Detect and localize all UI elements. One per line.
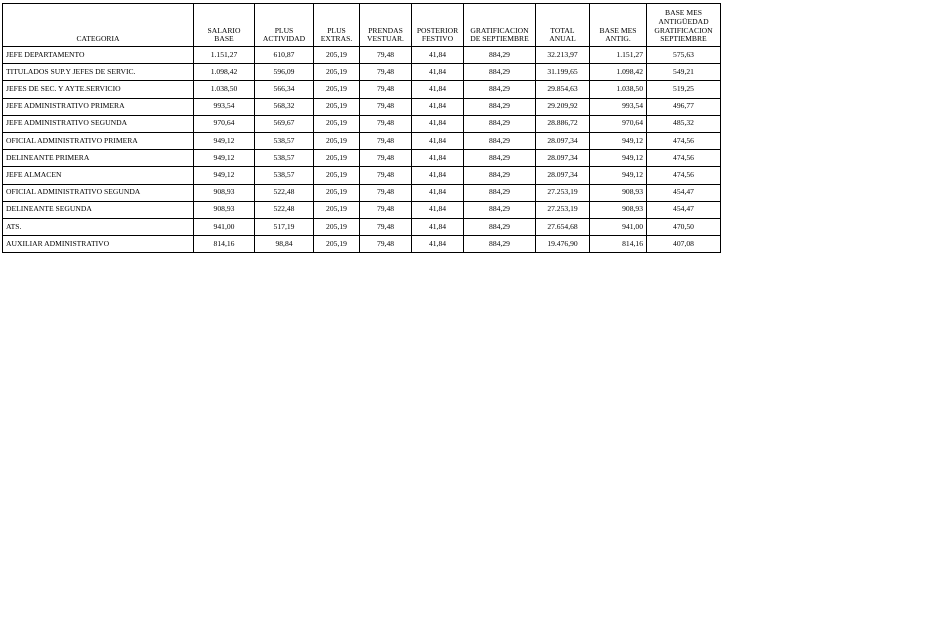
cell-plus-extras: 205,19 [314, 167, 360, 184]
cell-plus-extras: 205,19 [314, 98, 360, 115]
cell-prendas-vestuario: 79,48 [360, 81, 412, 98]
cell-plus-actividad: 610,87 [255, 47, 314, 64]
cell-plus-extras: 205,19 [314, 47, 360, 64]
cell-salario-base: 1.098,42 [194, 64, 255, 81]
cell-categoria: ATS. [3, 218, 194, 235]
header-prendas-vestuario [360, 4, 412, 47]
header-line: BASE MES [599, 25, 637, 35]
cell-prendas-vestuario: 79,48 [360, 218, 412, 235]
cell-total-anual: 31.199,65 [536, 64, 590, 81]
table-row [3, 81, 721, 98]
cell-salario-base: 908,93 [194, 201, 255, 218]
cell-categoria: TITULADOS SUP.Y JEFES DE SERVIC. [3, 64, 194, 81]
header-line: CATEGORIA [76, 34, 120, 44]
table-row [3, 64, 721, 81]
cell-plus-actividad: 568,32 [255, 98, 314, 115]
cell-plus-extras: 205,19 [314, 184, 360, 201]
cell-total-anual: 32.213,97 [536, 47, 590, 64]
header-line: POSTERIOR [416, 25, 459, 35]
table-row [3, 184, 721, 201]
cell-plus-actividad: 517,19 [255, 218, 314, 235]
cell-plus-extras: 205,19 [314, 236, 360, 253]
table-row [3, 150, 721, 167]
cell-gratificacion-septiembre: 884,29 [464, 236, 536, 253]
cell-prendas-vestuario: 79,48 [360, 64, 412, 81]
cell-plus-actividad: 538,57 [255, 167, 314, 184]
cell-categoria: OFICIAL ADMINISTRATIVO SEGUNDA [3, 184, 194, 201]
cell-base-mes-antiguedad-gratificacion: 575,63 [647, 47, 721, 64]
cell-posterior-festivo: 41,84 [412, 150, 464, 167]
cell-base-mes-antig: 993,54 [590, 98, 647, 115]
cell-posterior-festivo: 41,84 [412, 98, 464, 115]
cell-base-mes-antiguedad-gratificacion: 474,56 [647, 150, 721, 167]
header-gratificacion-septiembre [464, 4, 536, 47]
cell-gratificacion-septiembre: 884,29 [464, 167, 536, 184]
cell-base-mes-antiguedad-gratificacion: 549,21 [647, 64, 721, 81]
cell-base-mes-antig: 908,93 [590, 184, 647, 201]
header-row [3, 4, 721, 47]
table-row [3, 236, 721, 253]
cell-base-mes-antig: 1.038,50 [590, 81, 647, 98]
cell-prendas-vestuario: 79,48 [360, 115, 412, 132]
cell-gratificacion-septiembre: 884,29 [464, 201, 536, 218]
cell-prendas-vestuario: 79,48 [360, 201, 412, 218]
cell-categoria: JEFE ADMINISTRATIVO PRIMERA [3, 98, 194, 115]
cell-plus-actividad: 538,57 [255, 132, 314, 149]
header-line: PLUS [274, 25, 294, 35]
header-line: GRATIFICACION [654, 25, 713, 35]
cell-categoria: OFICIAL ADMINISTRATIVO PRIMERA [3, 132, 194, 149]
header-line: FESTIVO [421, 34, 454, 44]
header-line: BASE [214, 34, 234, 44]
cell-categoria: JEFES DE SEC. Y AYTE.SERVICIO [3, 81, 194, 98]
cell-gratificacion-septiembre: 884,29 [464, 81, 536, 98]
cell-gratificacion-septiembre: 884,29 [464, 132, 536, 149]
table-row [3, 47, 721, 64]
cell-gratificacion-septiembre: 884,29 [464, 150, 536, 167]
cell-salario-base: 908,93 [194, 184, 255, 201]
cell-total-anual: 28.097,34 [536, 167, 590, 184]
cell-posterior-festivo: 41,84 [412, 167, 464, 184]
cell-plus-extras: 205,19 [314, 201, 360, 218]
cell-base-mes-antiguedad-gratificacion: 454,47 [647, 184, 721, 201]
cell-base-mes-antig: 908,93 [590, 201, 647, 218]
cell-plus-actividad: 522,48 [255, 201, 314, 218]
cell-plus-extras: 205,19 [314, 64, 360, 81]
cell-posterior-festivo: 41,84 [412, 201, 464, 218]
cell-plus-extras: 205,19 [314, 218, 360, 235]
cell-prendas-vestuario: 79,48 [360, 47, 412, 64]
cell-plus-extras: 205,19 [314, 150, 360, 167]
cell-base-mes-antig: 949,12 [590, 150, 647, 167]
cell-salario-base: 1.151,27 [194, 47, 255, 64]
cell-base-mes-antig: 949,12 [590, 132, 647, 149]
cell-posterior-festivo: 41,84 [412, 132, 464, 149]
cell-salario-base: 949,12 [194, 132, 255, 149]
table-row [3, 98, 721, 115]
header-line: BASE MES [665, 8, 702, 18]
header-plus-actividad [255, 4, 314, 47]
cell-total-anual: 27.253,19 [536, 201, 590, 218]
header-line: ACTIVIDAD [262, 34, 306, 44]
cell-posterior-festivo: 41,84 [412, 81, 464, 98]
header-plus-extras [314, 4, 360, 47]
header-line: VESTUAR. [367, 34, 404, 44]
cell-categoria: JEFE ADMINISTRATIVO SEGUNDA [3, 115, 194, 132]
cell-plus-extras: 205,19 [314, 115, 360, 132]
header-base-mes-antiguedad-gratificacion [647, 4, 721, 47]
header-line: SEPTIEMBRE [660, 34, 707, 44]
cell-base-mes-antig: 970,64 [590, 115, 647, 132]
cell-gratificacion-septiembre: 884,29 [464, 184, 536, 201]
cell-salario-base: 993,54 [194, 98, 255, 115]
cell-categoria: DELINEANTE SEGUNDA [3, 201, 194, 218]
cell-total-anual: 27.253,19 [536, 184, 590, 201]
header-posterior-festivo [412, 4, 464, 47]
cell-plus-actividad: 569,67 [255, 115, 314, 132]
header-line: DE SEPTIEMBRE [470, 34, 529, 44]
table-row [3, 201, 721, 218]
cell-total-anual: 29.209,92 [536, 98, 590, 115]
cell-total-anual: 28.886,72 [536, 115, 590, 132]
header-categoria [3, 4, 194, 47]
cell-salario-base: 970,64 [194, 115, 255, 132]
cell-posterior-festivo: 41,84 [412, 236, 464, 253]
cell-plus-actividad: 566,34 [255, 81, 314, 98]
header-line: TOTAL [550, 25, 575, 35]
table-row [3, 115, 721, 132]
header-line: EXTRAS. [320, 34, 353, 44]
cell-base-mes-antig: 941,00 [590, 218, 647, 235]
cell-gratificacion-septiembre: 884,29 [464, 115, 536, 132]
cell-base-mes-antiguedad-gratificacion: 474,56 [647, 132, 721, 149]
cell-prendas-vestuario: 79,48 [360, 184, 412, 201]
cell-posterior-festivo: 41,84 [412, 184, 464, 201]
cell-gratificacion-septiembre: 884,29 [464, 47, 536, 64]
header-salario-base [194, 4, 255, 47]
cell-total-anual: 28.097,34 [536, 150, 590, 167]
table-row [3, 218, 721, 235]
cell-posterior-festivo: 41,84 [412, 64, 464, 81]
table-header [3, 4, 721, 47]
cell-plus-actividad: 98,84 [255, 236, 314, 253]
cell-plus-actividad: 596,09 [255, 64, 314, 81]
cell-categoria: DELINEANTE PRIMERA [3, 150, 194, 167]
cell-total-anual: 19.476,90 [536, 236, 590, 253]
table-row [3, 132, 721, 149]
cell-base-mes-antiguedad-gratificacion: 519,25 [647, 81, 721, 98]
table-row [3, 167, 721, 184]
cell-total-anual: 28.097,34 [536, 132, 590, 149]
cell-prendas-vestuario: 79,48 [360, 98, 412, 115]
salary-table [2, 3, 721, 253]
cell-prendas-vestuario: 79,48 [360, 150, 412, 167]
cell-base-mes-antig: 1.098,42 [590, 64, 647, 81]
table-body [3, 47, 721, 253]
cell-base-mes-antiguedad-gratificacion: 407,08 [647, 236, 721, 253]
cell-salario-base: 949,12 [194, 150, 255, 167]
cell-salario-base: 941,00 [194, 218, 255, 235]
cell-plus-extras: 205,19 [314, 81, 360, 98]
cell-categoria: JEFE ALMACEN [3, 167, 194, 184]
cell-gratificacion-septiembre: 884,29 [464, 218, 536, 235]
header-line: SALARIO [207, 25, 241, 35]
cell-plus-actividad: 538,57 [255, 150, 314, 167]
cell-base-mes-antiguedad-gratificacion: 496,77 [647, 98, 721, 115]
cell-salario-base: 1.038,50 [194, 81, 255, 98]
cell-base-mes-antiguedad-gratificacion: 474,56 [647, 167, 721, 184]
cell-total-anual: 29.854,63 [536, 81, 590, 98]
header-total-anual [536, 4, 590, 47]
cell-gratificacion-septiembre: 884,29 [464, 98, 536, 115]
cell-gratificacion-septiembre: 884,29 [464, 64, 536, 81]
cell-prendas-vestuario: 79,48 [360, 132, 412, 149]
header-line: ANTIGÜEDAD [658, 16, 709, 26]
cell-base-mes-antig: 949,12 [590, 167, 647, 184]
cell-base-mes-antiguedad-gratificacion: 470,50 [647, 218, 721, 235]
cell-plus-extras: 205,19 [314, 132, 360, 149]
header-line: ANUAL [549, 34, 576, 44]
cell-prendas-vestuario: 79,48 [360, 236, 412, 253]
header-base-mes-antig [590, 4, 647, 47]
header-line: PRENDAS [368, 25, 403, 35]
cell-prendas-vestuario: 79,48 [360, 167, 412, 184]
cell-plus-actividad: 522,48 [255, 184, 314, 201]
cell-base-mes-antiguedad-gratificacion: 485,32 [647, 115, 721, 132]
cell-posterior-festivo: 41,84 [412, 115, 464, 132]
cell-posterior-festivo: 41,84 [412, 47, 464, 64]
cell-base-mes-antig: 1.151,27 [590, 47, 647, 64]
header-line: PLUS [327, 25, 346, 35]
cell-posterior-festivo: 41,84 [412, 218, 464, 235]
cell-salario-base: 814,16 [194, 236, 255, 253]
cell-base-mes-antig: 814,16 [590, 236, 647, 253]
header-line: GRATIFICACION [470, 25, 529, 35]
header-line: ANTIG. [605, 34, 631, 44]
cell-categoria: JEFE DEPARTAMENTO [3, 47, 194, 64]
cell-salario-base: 949,12 [194, 167, 255, 184]
cell-categoria: AUXILIAR ADMINISTRATIVO [3, 236, 194, 253]
cell-total-anual: 27.654,68 [536, 218, 590, 235]
cell-base-mes-antiguedad-gratificacion: 454,47 [647, 201, 721, 218]
